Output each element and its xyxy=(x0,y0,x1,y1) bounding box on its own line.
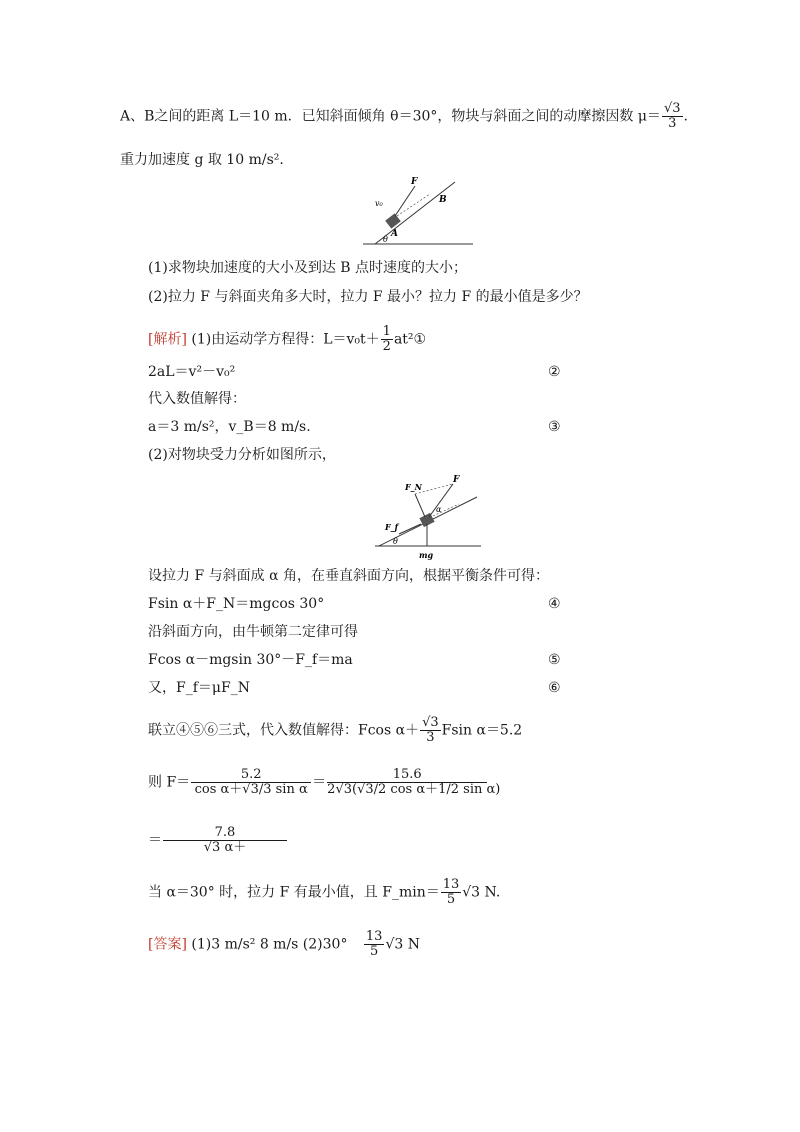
label-mg: mg xyxy=(419,550,434,560)
label-theta: θ xyxy=(383,235,388,244)
equation-3: a＝3 m/s²，v_B＝8 m/s. xyxy=(148,419,311,435)
equation-4-mark: ④ xyxy=(548,596,561,612)
solution-tag: [解析] xyxy=(148,331,187,348)
minimum-statement: 当 α＝30° 时，拉力 F 有最小值，且 F_min＝ xyxy=(148,884,440,901)
solution-line-4 xyxy=(148,417,668,437)
equation-5-mark: ⑤ xyxy=(548,652,561,668)
label-A: A xyxy=(391,229,398,239)
F-fraction-1-numerator: 5.2 xyxy=(191,768,311,783)
combined-equation-pre: 联立④⑤⑥三式，代入数值解得：Fcos α＋ xyxy=(148,722,420,739)
F-fraction-2-numerator: 15.6 xyxy=(327,768,487,783)
solution-line-12 xyxy=(148,767,501,797)
three-denominator: 3 xyxy=(426,730,435,745)
label-alpha: α xyxy=(436,505,442,514)
solution-line-5: (2)对物块受力分析如图所示， xyxy=(148,447,336,463)
answer-text: (1)3 m/s² 8 m/s (2)30° xyxy=(191,936,348,953)
answer-tag: [答案] xyxy=(148,936,187,953)
label-F2: F xyxy=(453,475,460,485)
solution-line-1-text: (1)由运动学方程得：L＝v₀t＋ xyxy=(191,331,380,348)
F-fraction-1 xyxy=(191,768,311,797)
solution-line-7 xyxy=(148,594,668,614)
question-1: (1)求物块加速度的大小及到达 B 点时速度的大小； xyxy=(148,260,468,276)
solution-line-13 xyxy=(148,826,288,855)
equation-3-mark: ③ xyxy=(548,419,561,435)
problem-line-2: 重力加速度 g 取 10 m/s². xyxy=(120,152,284,168)
force-F-arrow xyxy=(395,186,415,216)
equation-5: Fcos α－mgsin 30°－F_f＝ma xyxy=(148,652,353,668)
solution-line-9 xyxy=(148,650,668,670)
label-FN: F_N xyxy=(405,482,422,492)
half-fraction xyxy=(381,325,393,354)
solution-line-2 xyxy=(148,362,668,382)
mu-fraction xyxy=(662,102,683,131)
force-diagram xyxy=(373,472,483,562)
solution-line-1-post: at²① xyxy=(393,331,427,348)
solution-line-6: 设拉力 F 与斜面成 α 角，在垂直斜面方向，根据平衡条件可得： xyxy=(148,568,549,584)
answer-post: √3 N xyxy=(385,936,420,953)
label-v0: v₀ xyxy=(375,199,383,208)
solution-line-8: 沿斜面方向，由牛顿第二定律可得 xyxy=(148,624,358,640)
answer-denominator: 5 xyxy=(370,944,379,959)
sqrt3-numerator: √3 xyxy=(422,715,439,730)
mu-denominator: 3 xyxy=(668,116,677,131)
mu-numerator: √3 xyxy=(663,101,681,116)
normal-force-arrow xyxy=(415,494,425,517)
solution-line-10 xyxy=(148,678,668,698)
label-Ff: F_f xyxy=(385,522,399,532)
label-F: F xyxy=(411,177,418,187)
min-numerator: 13 xyxy=(442,877,460,892)
equation-2-mark: ② xyxy=(548,364,561,380)
min-denominator: 5 xyxy=(446,892,456,907)
problem-line-1 xyxy=(120,102,688,131)
sqrt3-over-3-fraction xyxy=(420,716,441,745)
solution-line-3: 代入数值解得： xyxy=(148,391,246,407)
equation-4: Fsin α＋F_N＝mgcos 30° xyxy=(148,596,325,612)
solution-line-11 xyxy=(148,716,522,745)
simplified-fraction xyxy=(163,826,287,855)
simplified-equals: ＝ xyxy=(148,832,162,849)
answer-numerator: 13 xyxy=(365,929,383,944)
answer-fraction xyxy=(364,930,385,959)
equation-6-mark: ⑥ xyxy=(548,680,561,696)
question-2: (2)拉力 F 与斜面夹角多大时，拉力 F 最小？拉力 F 的最小值是多少？ xyxy=(148,289,588,305)
simplified-numerator: 7.8 xyxy=(163,826,287,841)
F-equals: ＝ xyxy=(312,774,327,791)
friction-arrow xyxy=(399,524,421,534)
F-fraction-2 xyxy=(327,767,501,797)
min-fraction xyxy=(441,878,462,907)
half-denominator: 2 xyxy=(382,339,391,354)
label-theta-2: θ xyxy=(393,537,398,546)
F-fraction-1-denominator: cos α＋√3/3 sin α xyxy=(194,782,308,797)
combined-equation-post: Fsin α＝5.2 xyxy=(441,722,523,739)
solution-line-1 xyxy=(148,325,426,354)
problem-line-1-end: . xyxy=(683,108,688,125)
equation-6: 又，F_f＝μF_N xyxy=(148,680,250,696)
solution-line-14 xyxy=(148,878,500,907)
incline-figure-1 xyxy=(355,172,475,250)
equation-2: 2aL＝v²－v₀² xyxy=(148,364,236,380)
half-numerator: 1 xyxy=(382,324,391,339)
label-B: B xyxy=(439,195,447,205)
F-fraction-2-denominator: 2√3(√3/2 cos α＋1/2 sin α) xyxy=(327,782,501,797)
simplified-denominator: √3 α＋ xyxy=(203,840,247,855)
F-expression-pre: 则 F＝ xyxy=(148,774,191,791)
minimum-value-unit: √3 N. xyxy=(462,884,501,901)
problem-line-1-text: A、B之间的距离 L＝10 m．已知斜面倾角 θ＝30°，物块与斜面之间的动摩擦因数 μ＝ xyxy=(120,108,661,125)
answer-line xyxy=(148,930,420,959)
